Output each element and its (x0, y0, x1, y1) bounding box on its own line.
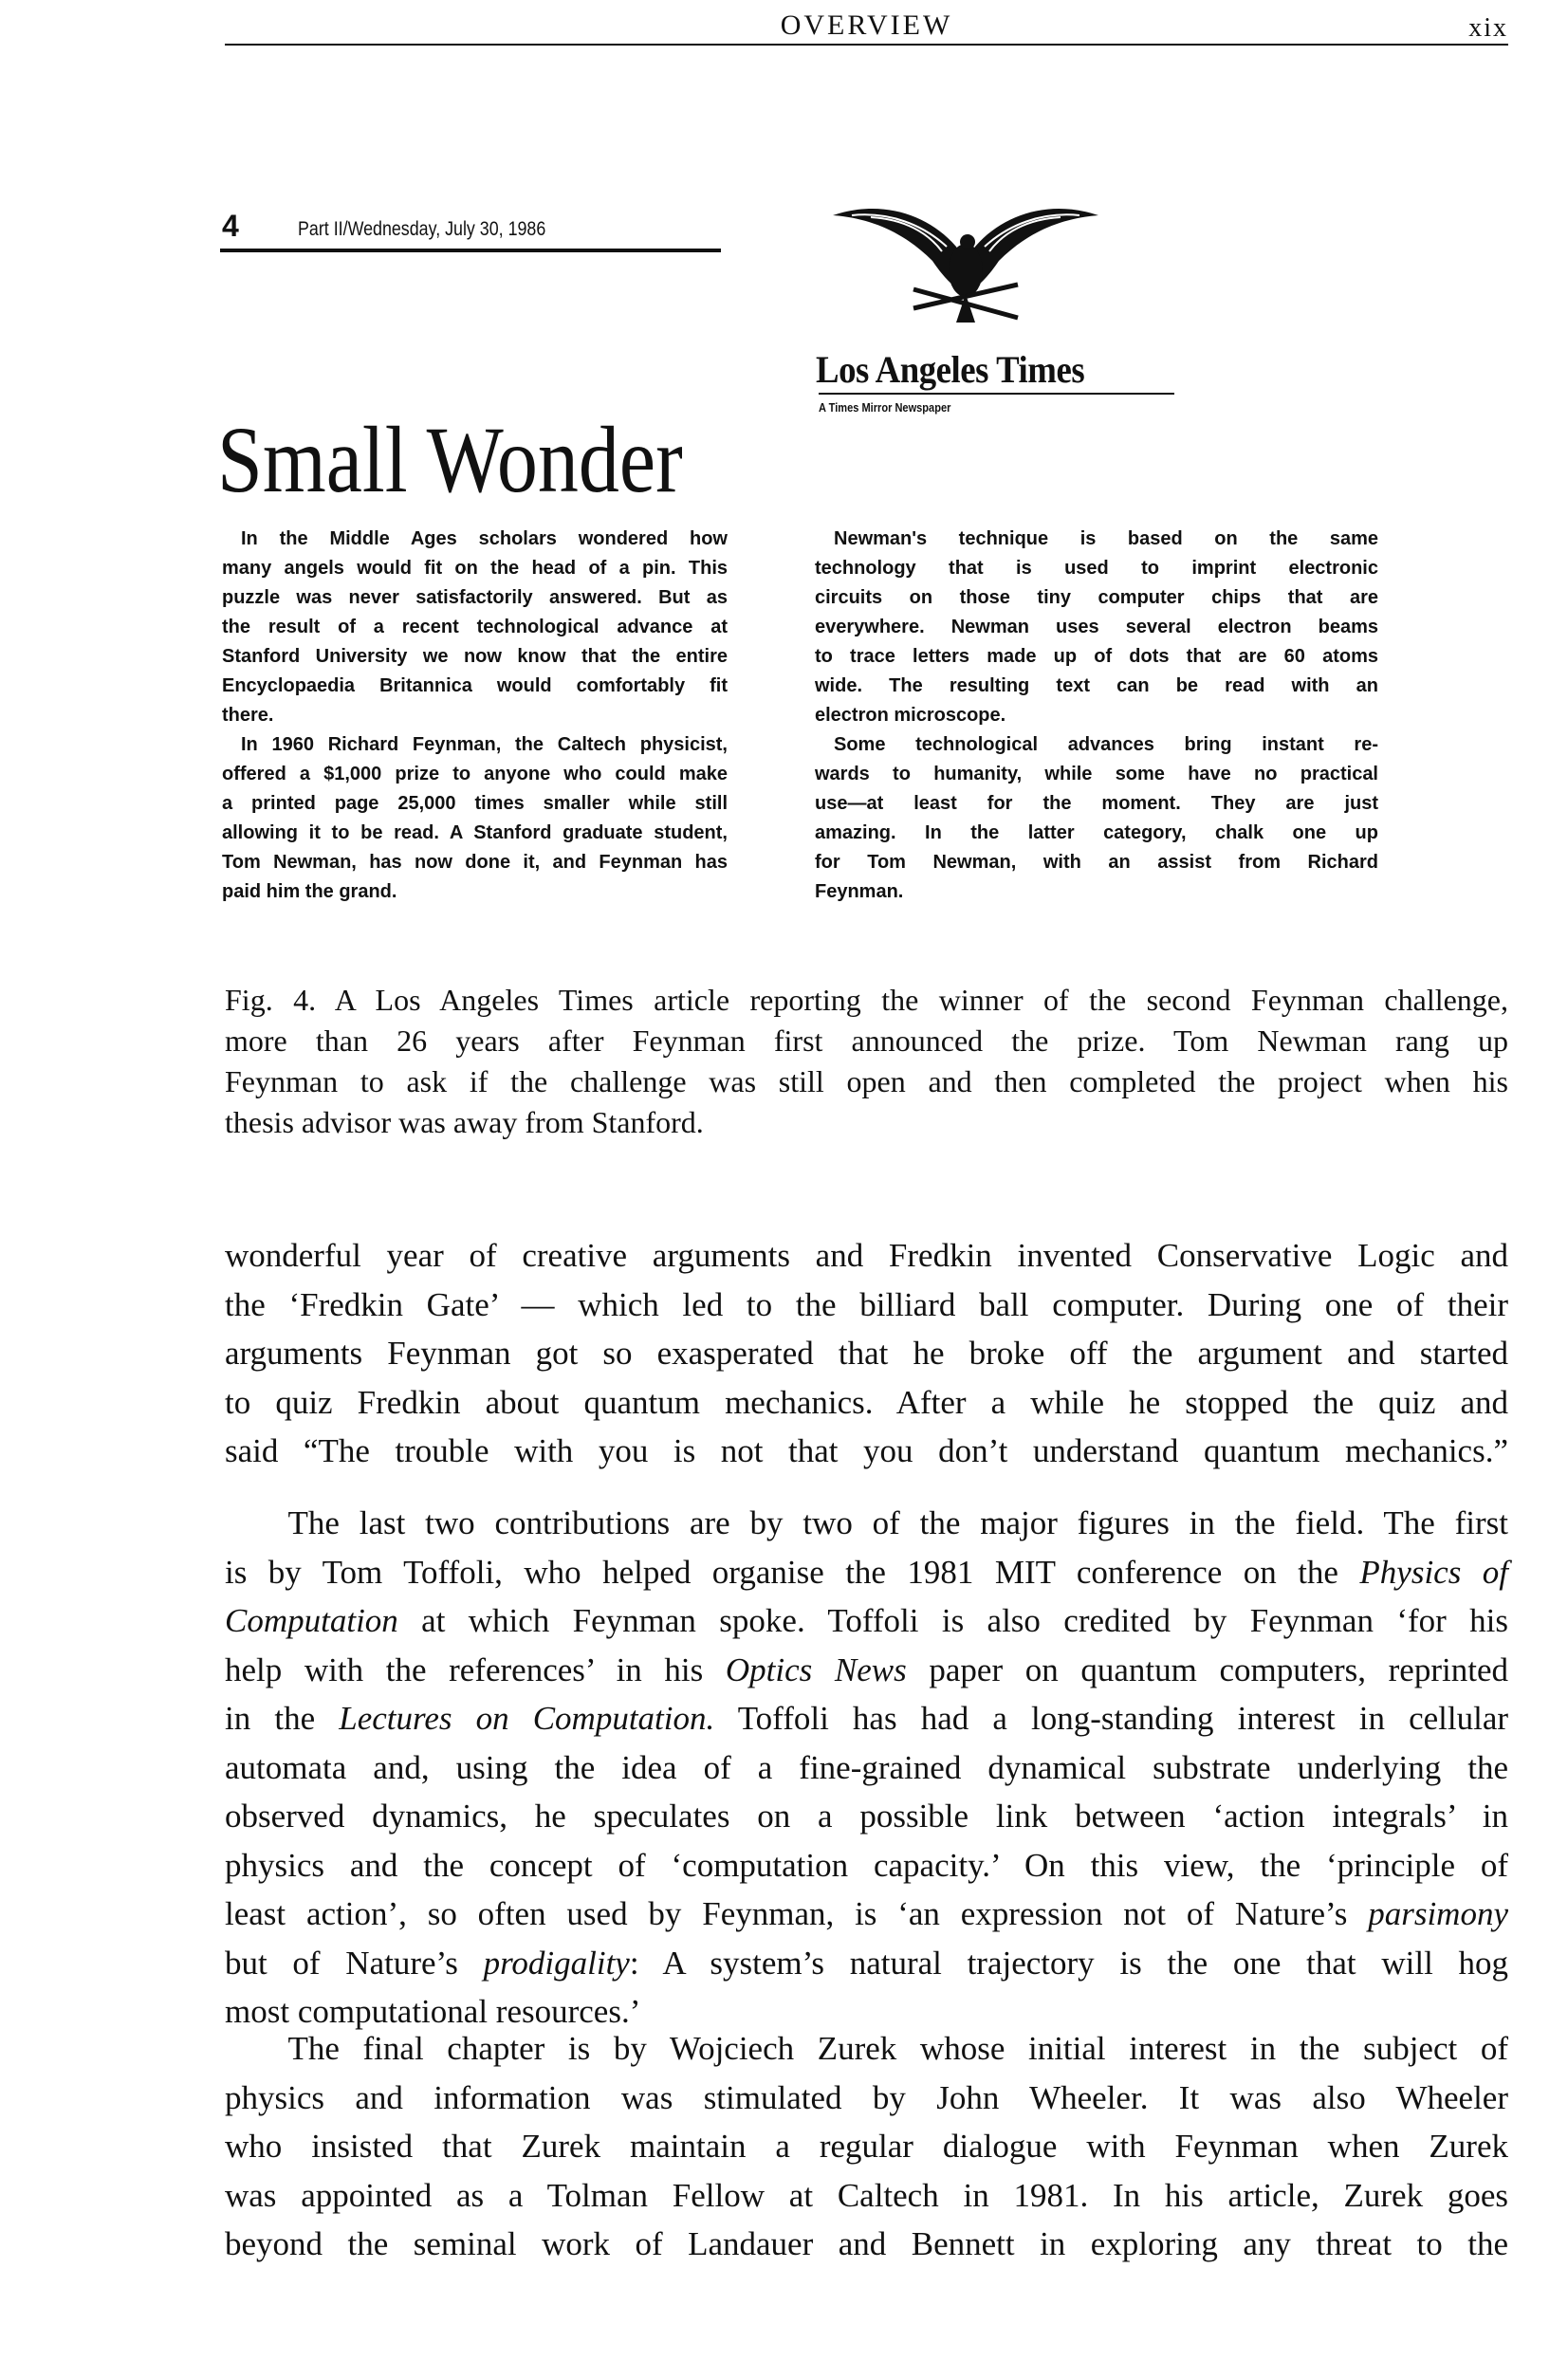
text-run: In the Middle Ages scholars wondered how (241, 528, 728, 549)
text-run: automata and, using the idea of a fine-grained dynamical substrate underlying the (225, 1748, 1508, 1786)
text-run: Newman's technique is based on the same (834, 528, 1378, 549)
body-line (225, 1596, 1508, 1646)
running-head (225, 8, 1508, 46)
italic-text: Optics News (725, 1651, 907, 1688)
text-run: for Tom Newman, with an assist from Richard (815, 852, 1378, 873)
text-run: amazing. In the latter category, chalk one up (815, 822, 1378, 843)
header-rule (225, 44, 1508, 46)
text-run: beyond the seminal work of Landauer and Bennett in exploring any threat to the (225, 2225, 1508, 2262)
body-line (225, 2220, 1508, 2269)
body-line (225, 1646, 1508, 1695)
text-run: technology that is used to imprint electronic (815, 558, 1378, 579)
text-run: puzzle was never satisfactorily answered. But as (222, 587, 728, 608)
clipping-line (222, 554, 728, 583)
clipping-line (222, 819, 728, 848)
clipping-line (815, 789, 1378, 819)
body-line (225, 1548, 1508, 1597)
italic-text: prodigality (483, 1944, 630, 1982)
clipping-line (815, 730, 1378, 760)
clipping-line (815, 642, 1378, 672)
italic-text: Computation (225, 1602, 398, 1639)
clipping-line (222, 672, 728, 701)
clipping-line (222, 613, 728, 642)
clipping-line (222, 848, 728, 877)
text-run: in the (225, 1700, 340, 1737)
clipping-line (815, 877, 1378, 907)
clipping-line (222, 583, 728, 613)
caption-line (225, 1021, 1508, 1061)
text-run: circuits on those tiny computer chips that are (815, 587, 1378, 608)
masthead-subtitle: A Times Mirror Newspaper (819, 400, 951, 415)
figure-caption (225, 980, 1508, 1143)
clipping-rule (220, 249, 721, 252)
text-run: wide. The resulting text can be read with an (815, 675, 1378, 696)
text-run: Toffoli has had a long-standing interest in cellular (714, 1700, 1509, 1737)
body-line (225, 2024, 1508, 2074)
text-run: arguments Feynman got so exasperated that he broke off the argument and started (225, 1335, 1508, 1372)
clipping-line (222, 789, 728, 819)
text-run: offered a $1,000 prize to anyone who could make (222, 764, 728, 784)
text-run: The last two contributions are by two of the major figures in the field. The first (287, 1504, 1508, 1541)
eagle-logo-icon (823, 194, 1108, 327)
text-run: physics and information was stimulated by John Wheeler. It was also Wheeler (225, 2078, 1508, 2116)
body-line (225, 1378, 1508, 1428)
text-run: paid him the grand. (222, 881, 397, 902)
text-run: many angels would fit on the head of a pin. This (222, 558, 728, 579)
clipping-line (815, 672, 1378, 701)
text-run: Feynman. (815, 881, 904, 902)
body-line (225, 1427, 1508, 1476)
clipping-line (815, 583, 1378, 613)
text-run: Stanford University we now know that the entire (222, 646, 728, 667)
text-run: thesis advisor was away from Stanford. (225, 1105, 704, 1139)
text-run: allowing it to be read. A Stanford graduate student, (222, 822, 728, 843)
text-run: Feynman to ask if the challenge was still open and then completed the project when his (225, 1064, 1508, 1098)
clipping-line (222, 877, 728, 907)
text-run: wonderful year of creative arguments and Fredkin invented Conservative Logic and (225, 1237, 1508, 1274)
clipping-line (815, 554, 1378, 583)
clipping-line (815, 525, 1378, 554)
clipping-line (222, 642, 728, 672)
caption-line (225, 980, 1508, 1021)
body-line (225, 2171, 1508, 2221)
clipping-left-column (222, 525, 728, 907)
text-run: The final chapter is by Wojciech Zurek whose initial interest in the subject of (287, 2030, 1508, 2067)
clipping-headline: Small Wonder (217, 407, 683, 512)
text-run: In 1960 Richard Feynman, the Caltech physicist, (241, 734, 728, 755)
body-paragraph (225, 1231, 1508, 1476)
clipping-line (815, 848, 1378, 877)
text-run: use—at least for the moment. They are just (815, 793, 1378, 814)
body-line (225, 1939, 1508, 1988)
clipping-dateline: Part II/Wednesday, July 30, 1986 (298, 218, 546, 240)
body-line (225, 1281, 1508, 1330)
body-line (225, 1792, 1508, 1841)
text-run: Encyclopaedia Britannica would comfortably fit (222, 675, 728, 696)
clipping-line (815, 819, 1378, 848)
text-run: the ‘Fredkin Gate’ — which led to the billiard ball computer. During one of their (225, 1285, 1508, 1323)
text-run: Fig. 4. A Los Angeles Times article reporting the winner of the second Feynman challenge, (225, 983, 1508, 1017)
clipping-line (222, 730, 728, 760)
text-run: to quiz Fredkin about quantum mechanics. After a while he stopped the quiz and (225, 1383, 1508, 1421)
masthead-rule (819, 393, 1174, 395)
body-paragraph (225, 2024, 1508, 2269)
caption-line (225, 1102, 1508, 1143)
clipping-line (222, 525, 728, 554)
clipping-line (222, 701, 728, 730)
text-run: paper on quantum computers, reprinted (906, 1651, 1508, 1688)
italic-text: parsimony (1368, 1895, 1508, 1932)
clipping-page-number: 4 (222, 209, 239, 243)
masthead-logo: Los Angeles Times (816, 348, 1085, 391)
body-line (225, 1231, 1508, 1281)
text-run: least action’, so often used by Feynman, is ‘an expression not of Nature’s (225, 1895, 1369, 1932)
body-line (225, 1499, 1508, 1548)
clipping-line (815, 613, 1378, 642)
text-run: is by Tom Toffoli, who helped organise the 1981 MIT conference on the (225, 1553, 1360, 1591)
body-paragraph (225, 1499, 1508, 2037)
body-line (225, 1743, 1508, 1793)
body-line (225, 2122, 1508, 2171)
text-run: wards to humanity, while some have no practical (815, 764, 1378, 784)
text-run: everywhere. Newman uses several electron beams (815, 617, 1378, 637)
text-run: but of Nature’s (225, 1944, 484, 1982)
text-run: help with the references’ in his (225, 1651, 726, 1688)
page-number: xix (1468, 13, 1508, 43)
text-run: was appointed as a Tolman Fellow at Caltech in 1981. In his article, Zurek goes (225, 2176, 1508, 2214)
text-run: said “The trouble with you is not that you don’t understand quantum mechanics.” (225, 1432, 1508, 1469)
clipping-dateline-bar (222, 209, 725, 247)
text-run: the result of a recent technological advance at (222, 617, 728, 637)
running-head-title: OVERVIEW (780, 9, 953, 41)
clipping-right-column (815, 525, 1378, 907)
body-line (225, 1841, 1508, 1890)
body-line (225, 2074, 1508, 2123)
caption-line (225, 1061, 1508, 1102)
text-run: most computational resources.’ (225, 1993, 641, 2030)
body-line (225, 1329, 1508, 1378)
text-run: more than 26 years after Feynman first announced the prize. Tom Newman rang up (225, 1024, 1508, 1058)
text-run: to trace letters made up of dots that are 60 atoms (815, 646, 1378, 667)
text-run: Some technological advances bring instant re- (834, 734, 1378, 755)
text-run: Tom Newman, has now done it, and Feynman has (222, 852, 728, 873)
clipping-line (815, 760, 1378, 789)
clipping-line (815, 701, 1378, 730)
text-run: at which Feynman spoke. Toffoli is also credited by Feynman ‘for his (397, 1602, 1508, 1639)
text-run: physics and the concept of ‘computation capacity.’ On this view, the ‘principle of (225, 1846, 1508, 1884)
body-line (225, 1694, 1508, 1743)
italic-text: Lectures on Computation. (339, 1700, 715, 1737)
text-run: there. (222, 705, 274, 726)
body-line (225, 1890, 1508, 1939)
text-run: who insisted that Zurek maintain a regular dialogue with Feynman when Zurek (225, 2128, 1508, 2165)
text-run: : A system’s natural trajectory is the one that will hog (629, 1944, 1508, 1982)
text-run: electron microscope. (815, 705, 1006, 726)
text-run: observed dynamics, he speculates on a possible link between ‘action integrals’ in (225, 1798, 1508, 1835)
clipping-line (222, 760, 728, 789)
italic-text: Physics of (1359, 1553, 1508, 1591)
text-run: a printed page 25,000 times smaller while still (222, 793, 728, 814)
